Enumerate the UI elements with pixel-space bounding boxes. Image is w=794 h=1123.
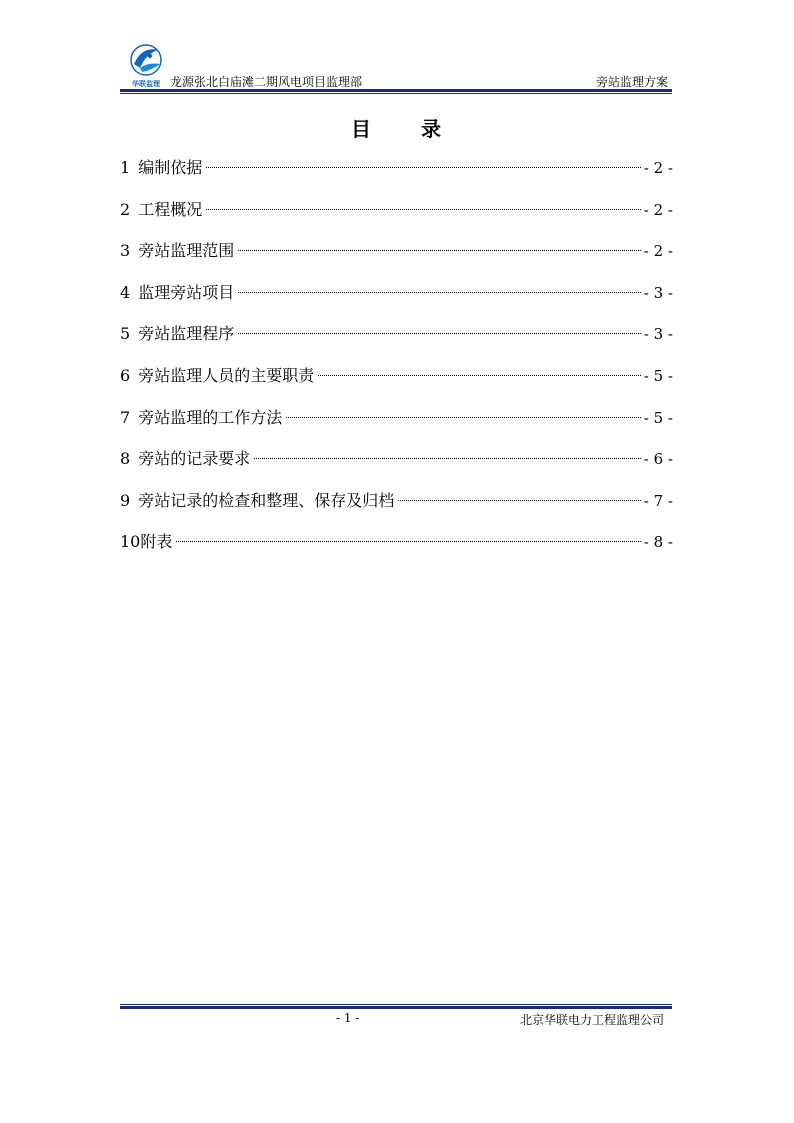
toc-entry-6[interactable] [120, 362, 673, 404]
toc-entry-number: 4 [120, 282, 131, 302]
toc-entry-label: 旁站监理的工作方法 [138, 407, 283, 427]
toc-entry-1[interactable] [120, 154, 673, 196]
toc-entry-page: - 2 - [643, 200, 673, 219]
toc-entry-7[interactable] [120, 404, 673, 446]
toc-dot-leader [254, 458, 641, 459]
toc-entry-label: 旁站记录的检查和整理、保存及归档 [138, 490, 395, 510]
toc-entry-9[interactable] [120, 487, 673, 529]
toc-entry-page: - 8 - [643, 533, 673, 552]
header-project-name: 龙源张北白庙滩二期风电项目监理部 [170, 75, 363, 89]
toc-entry-page: - 2 - [643, 159, 673, 177]
toc-entry-label: 旁站的记录要求 [138, 449, 251, 469]
header-doc-name: 旁站监理方案 [595, 75, 668, 89]
toc-entry-label: 旁站监理人员的主要职责 [138, 365, 315, 385]
toc-dot-leader [206, 167, 641, 168]
toc-entry-10[interactable] [120, 528, 673, 570]
toc-entry-number: 1 [120, 158, 131, 177]
toc-dot-leader [238, 292, 641, 293]
toc-dot-leader [238, 250, 641, 251]
toc-dot-leader [206, 209, 641, 210]
toc-title-right: 录 [421, 117, 443, 141]
toc-entry-number: 5 [120, 324, 131, 344]
toc-title [0, 113, 794, 142]
toc-dot-leader [238, 333, 641, 334]
toc-entry-8[interactable] [120, 445, 673, 487]
toc-entry-number: 2 [120, 199, 131, 219]
company-logo [126, 42, 166, 90]
footer-company-name: 北京华联电力工程监理公司 [519, 1013, 664, 1027]
footer-divider-thin [120, 1004, 672, 1005]
logo-text: 华联监理 [132, 80, 160, 88]
toc-dot-leader [318, 375, 641, 376]
toc-entry-label: 附表 [140, 532, 173, 552]
toc-list [120, 154, 673, 570]
toc-entry-number: 6 [120, 365, 131, 385]
toc-entry-label: 编制依据 [138, 158, 203, 177]
footer-page-number: - 1 - [336, 1011, 360, 1025]
toc-entry-label: 旁站监理程序 [138, 324, 235, 344]
toc-dot-leader [398, 500, 641, 501]
toc-entry-page: - 7 - [643, 491, 673, 510]
toc-title-left: 目 [351, 117, 373, 141]
toc-entry-page: - 5 - [643, 408, 673, 427]
toc-entry-page: - 3 - [643, 325, 673, 344]
toc-entry-5[interactable] [120, 320, 673, 362]
toc-entry-number: 8 [120, 449, 131, 469]
toc-entry-label: 旁站监理范围 [138, 241, 235, 261]
toc-entry-3[interactable] [120, 237, 673, 279]
toc-entry-page: - 5 - [643, 366, 673, 385]
header-divider-thin [120, 93, 672, 94]
toc-entry-number: 9 [120, 490, 131, 510]
toc-dot-leader [176, 541, 640, 542]
toc-entry-4[interactable] [120, 279, 673, 321]
footer-divider [120, 1006, 672, 1009]
toc-entry-number: 7 [120, 407, 131, 427]
toc-entry-label: 工程概况 [138, 199, 203, 219]
toc-entry-page: - 3 - [643, 283, 673, 302]
toc-entry-number: 3 [120, 241, 131, 261]
toc-entry-number: 10 [120, 532, 141, 552]
toc-entry-2[interactable] [120, 196, 673, 238]
toc-entry-page: - 6 - [643, 450, 673, 469]
toc-entry-page: - 2 - [643, 242, 673, 261]
header-divider [120, 89, 672, 92]
toc-entry-label: 监理旁站项目 [138, 282, 235, 302]
toc-dot-leader [286, 417, 641, 418]
